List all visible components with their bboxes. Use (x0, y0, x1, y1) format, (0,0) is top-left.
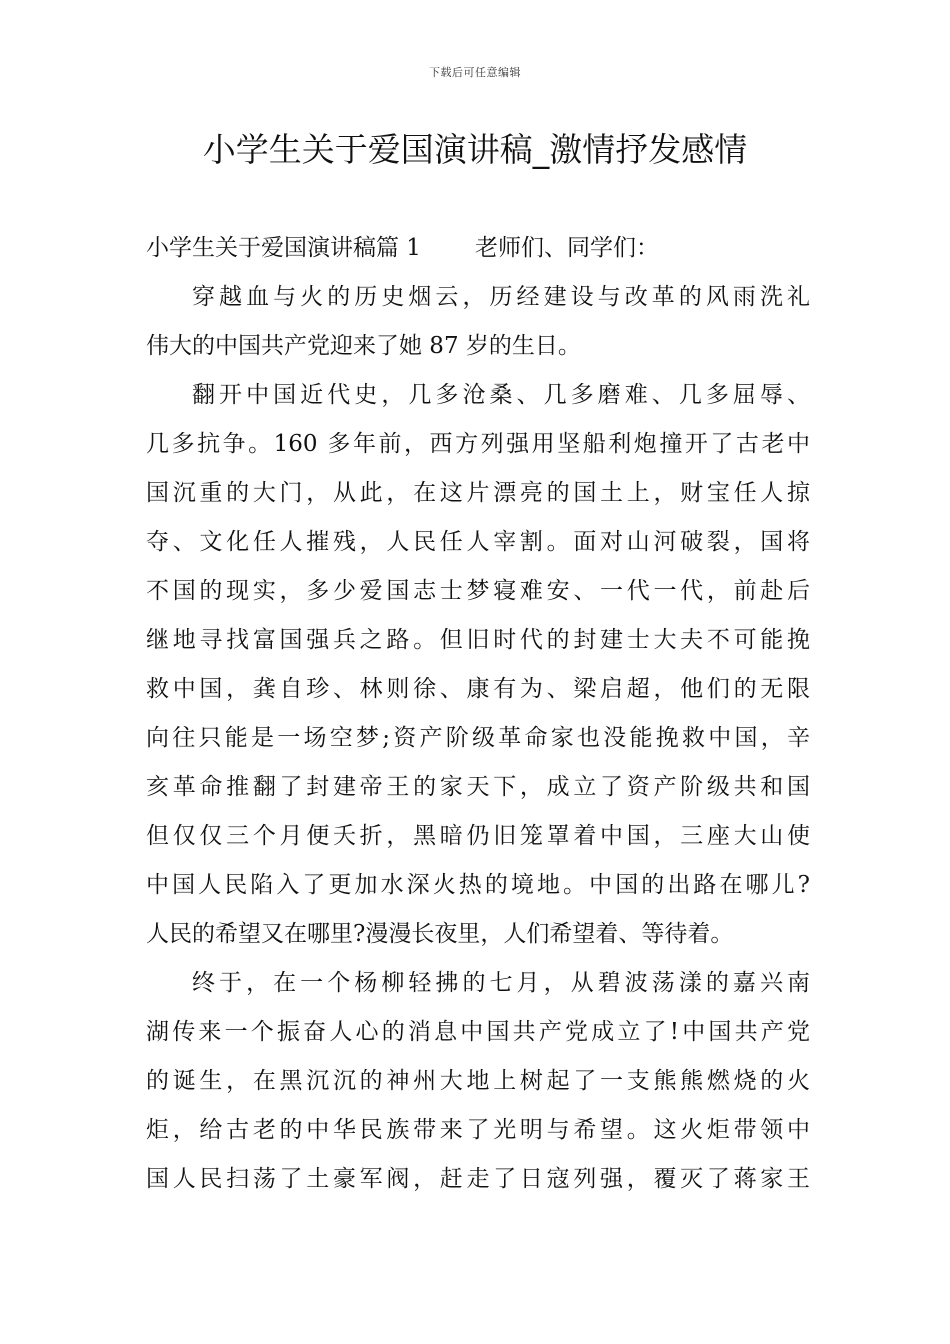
paragraph-line: 终于，在一个杨柳轻拂的七月，从碧波荡漾的嘉兴南 (192, 970, 810, 996)
paragraph-1 (146, 273, 810, 371)
paragraph-line: 穿越血与火的历史烟云，历经建设与改革的风雨洗礼 (192, 284, 810, 310)
paragraph-line: 但仅仅三个月便夭折，黑暗仍旧笼罩着中国，三座大山使 (146, 823, 810, 849)
intro-line (146, 224, 810, 273)
paragraph-line: 伟大的中国共产党迎来了她 87 岁的生日。 (146, 333, 581, 359)
paragraph-line: 几多抗争。160 多年前，西方列强用坚船利炮撞开了古老中 (146, 431, 810, 457)
paragraph-line: 的诞生，在黑沉沉的神州大地上树起了一支熊熊燃烧的火 (146, 1068, 810, 1094)
paragraph-line: 不国的现实，多少爱国志士梦寝难安、一代一代，前赴后 (146, 578, 810, 604)
paragraph-line: 继地寻找富国强兵之路。但旧时代的封建士大夫不可能挽 (146, 627, 810, 653)
document-body (146, 224, 810, 1204)
paragraph-line: 亥革命推翻了封建帝王的家天下，成立了资产阶级共和国 (146, 774, 810, 800)
header-note: 下载后可任意编辑 (429, 66, 521, 79)
paragraph-line: 人民的希望又在哪里?漫漫长夜里，人们希望着、等待着。 (146, 921, 734, 947)
paragraph-line: 国人民扫荡了土豪军阀，赶走了日寇列强，覆灭了蒋家王 (146, 1166, 810, 1192)
paragraph-line: 中国人民陷入了更加水深火热的境地。中国的出路在哪儿? (146, 872, 810, 898)
paragraph-3 (146, 959, 810, 1204)
paragraph-2 (146, 371, 810, 959)
paragraph-line: 救中国，龚自珍、林则徐、康有为、梁启超，他们的无限 (146, 676, 810, 702)
intro-heading: 小学生关于爱国演讲稿篇 1 (146, 235, 421, 261)
salutation: 老师们、同学们： (474, 235, 659, 261)
document-title: 小学生关于爱国演讲稿_激情抒发感情 (202, 130, 748, 169)
paragraph-line: 夺、文化任人摧残，人民任人宰割。面对山河破裂，国将 (146, 529, 810, 555)
paragraph-line: 国沉重的大门，从此，在这片漂亮的国土上，财宝任人掠 (146, 480, 810, 506)
paragraph-line: 翻开中国近代史，几多沧桑、几多磨难、几多屈辱、 (192, 382, 810, 408)
paragraph-line: 炬，给古老的中华民族带来了光明与希望。这火炬带领中 (146, 1117, 810, 1143)
paragraph-line: 向往只能是一场空梦;资产阶级革命家也没能挽救中国，辛 (146, 725, 810, 751)
paragraph-line: 湖传来一个振奋人心的消息中国共产党成立了!中国共产党 (146, 1019, 810, 1045)
